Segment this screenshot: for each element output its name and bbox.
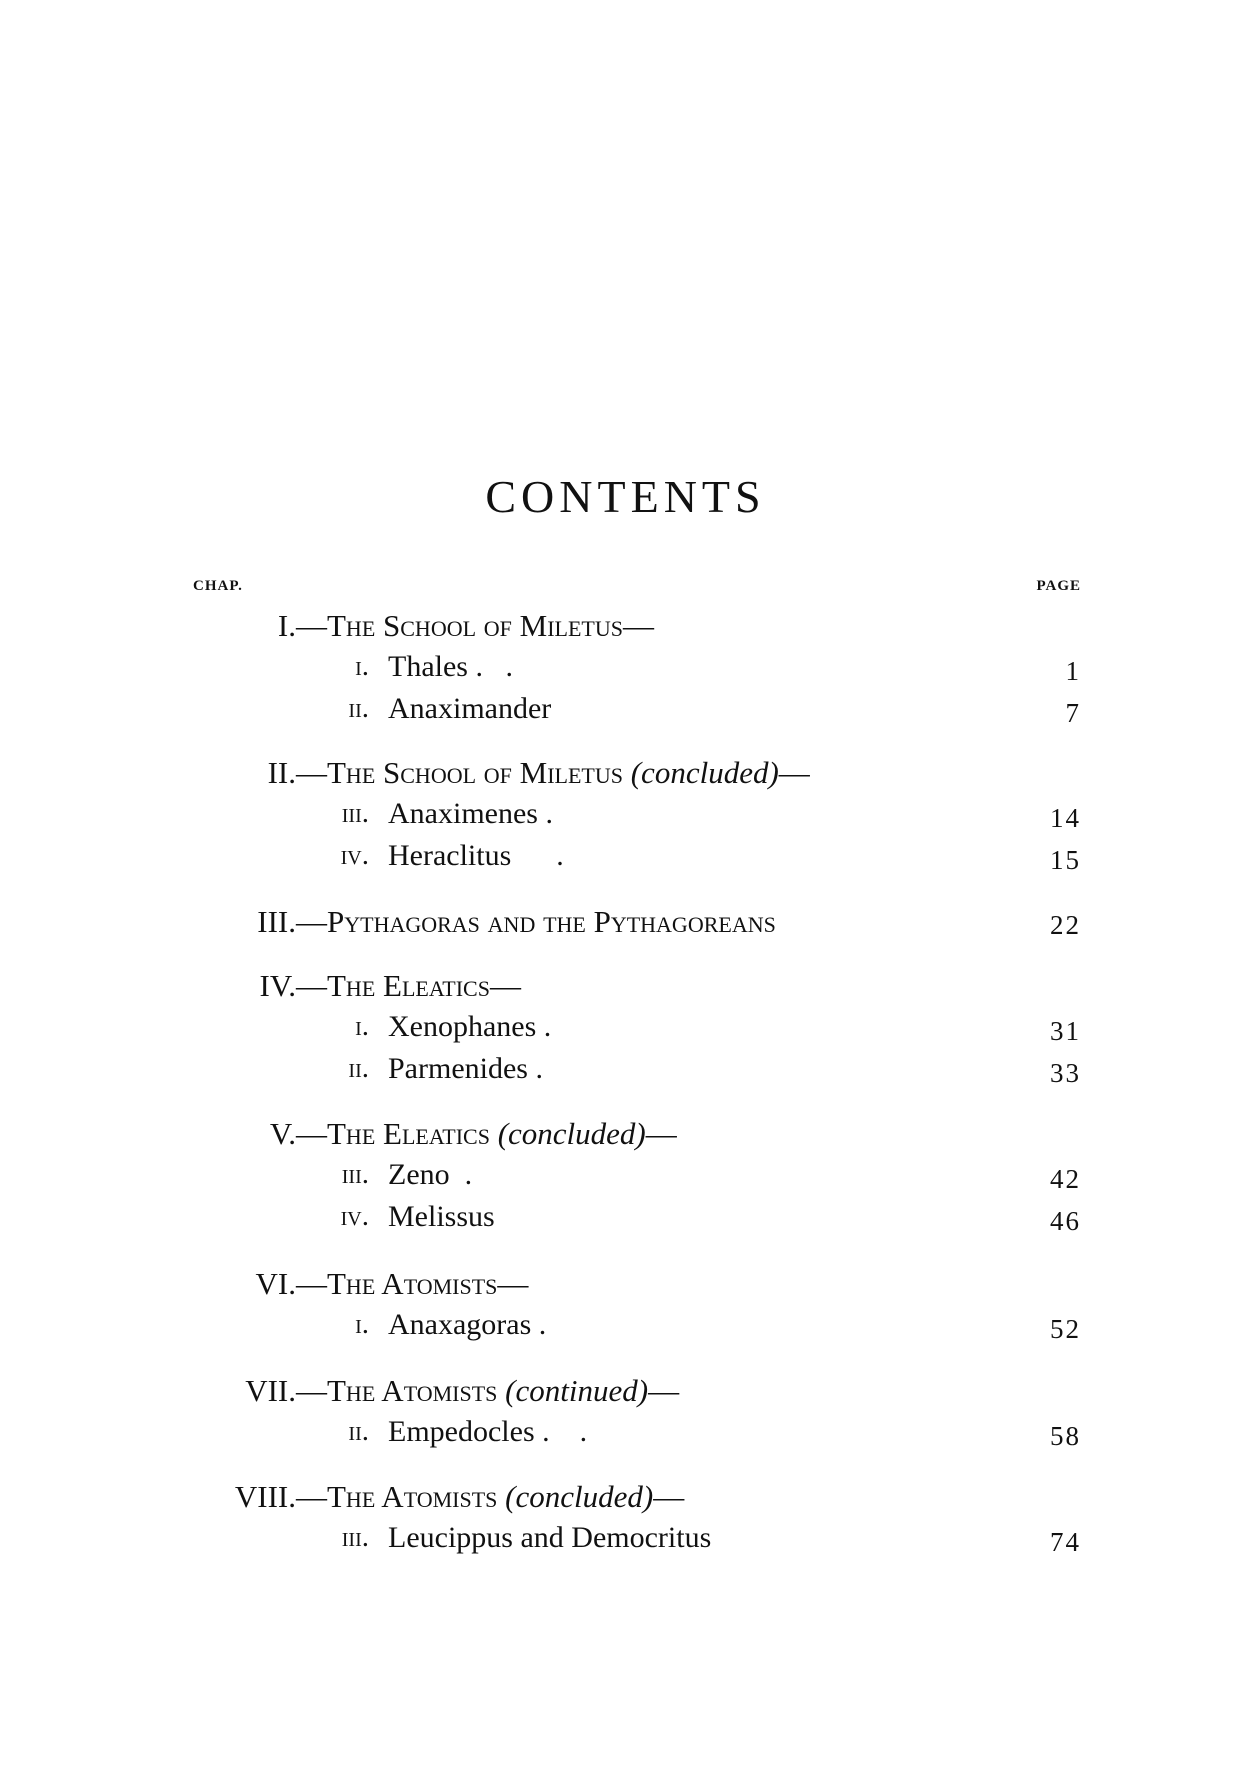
chapter-title-dash: —: [645, 1116, 677, 1151]
section-entry: [0, 692, 1259, 732]
section-title: Anaximander: [388, 692, 552, 725]
chapter-title: [296, 1373, 679, 1409]
page-number: 7: [1065, 698, 1081, 728]
chapter-title-qualifier: (concluded): [497, 1116, 646, 1151]
page-number: 33: [1050, 1058, 1081, 1088]
section-title: Empedocles . .: [388, 1415, 588, 1448]
chapter-entry: [0, 1116, 1259, 1156]
chapter-title: [296, 755, 810, 791]
section-title: Zeno .: [388, 1158, 473, 1191]
section-entry: [0, 1010, 1259, 1050]
section-entry: [0, 1200, 1259, 1240]
page-number: 15: [1050, 845, 1081, 875]
section-entry: [0, 839, 1259, 879]
chapter-title: [296, 904, 776, 940]
chapter-title: [296, 608, 654, 644]
section-numeral: i.: [355, 1010, 369, 1042]
page-number: 14: [1050, 803, 1081, 833]
chapter-numeral: VII.: [245, 1373, 296, 1408]
page-number: 1: [1065, 656, 1081, 686]
chapter-title: [296, 1266, 528, 1302]
chapter-title-text: —The School of Miletus: [296, 755, 631, 790]
chapter-numeral: VI.: [255, 1266, 296, 1301]
chapter-numeral: VIII.: [234, 1479, 296, 1514]
chapter-entry: [0, 968, 1259, 1008]
section-title: Xenophanes .: [388, 1010, 552, 1043]
page-title: [0, 470, 1259, 523]
section-entry: [0, 1052, 1259, 1092]
chapter-title-text: —Pythagoras and the Pythagoreans: [296, 904, 776, 939]
section-title: Melissus: [388, 1200, 495, 1233]
section-entry: [0, 650, 1259, 690]
page-number: 22: [1050, 910, 1081, 940]
section-title: Parmenides .: [388, 1052, 543, 1085]
section-numeral: iii.: [341, 797, 369, 829]
page-title-text: CONTENTS: [485, 471, 766, 522]
section-numeral: ii.: [348, 1052, 369, 1084]
page-number: 58: [1050, 1421, 1081, 1451]
section-numeral: ii.: [348, 1415, 369, 1447]
section-title: Anaximenes .: [388, 797, 553, 830]
chapter-entry: [0, 1266, 1259, 1306]
section-entry: [0, 1415, 1259, 1455]
page-number: 74: [1050, 1527, 1081, 1557]
section-title: Leucippus and Democritus: [388, 1521, 712, 1554]
section-entry: [0, 1521, 1259, 1561]
page-column-header: PAGE: [1036, 578, 1081, 594]
chapter-title-dash: —: [648, 1373, 680, 1408]
page-number: 52: [1050, 1314, 1081, 1344]
chapter-title: [296, 1479, 684, 1515]
section-title: Anaxagoras .: [388, 1308, 547, 1341]
section-entry: [0, 1308, 1259, 1348]
page-number: 42: [1050, 1164, 1081, 1194]
section-numeral: iii.: [341, 1521, 369, 1553]
section-numeral: ii.: [348, 692, 369, 724]
chapter-title: [296, 968, 521, 1004]
section-title: Heraclitus .: [388, 839, 564, 872]
section-numeral: iv.: [340, 839, 369, 871]
chapter-numeral: I.: [277, 608, 296, 643]
chapter-numeral: IV.: [259, 968, 296, 1003]
chapter-title-qualifier: (concluded): [505, 1479, 654, 1514]
chap-column-header: CHAP.: [193, 578, 243, 594]
page-number: 31: [1050, 1016, 1081, 1046]
chapter-title-text: —The School of Miletus—: [296, 608, 654, 643]
chapter-numeral: II.: [267, 755, 296, 790]
chapter-entry: [0, 755, 1259, 795]
chapter-title-text: —The Atomists: [296, 1479, 506, 1514]
section-entry: [0, 797, 1259, 837]
page-number: 46: [1050, 1206, 1081, 1236]
chapter-entry: [0, 1479, 1259, 1519]
chapter-title-qualifier: (concluded): [630, 755, 779, 790]
chapter-numeral: III.: [257, 904, 296, 939]
chapter-title-qualifier: (continued): [505, 1373, 649, 1408]
chapter-title-text: —The Atomists—: [296, 1266, 529, 1301]
chapter-title: [296, 1116, 677, 1152]
chapter-title-text: —The Eleatics: [296, 1116, 498, 1151]
chapter-title-dash: —: [653, 1479, 685, 1514]
chapter-title-text: —The Eleatics—: [296, 968, 521, 1003]
section-entry: [0, 1158, 1259, 1198]
chapter-title-text: —The Atomists: [296, 1373, 506, 1408]
section-numeral: i.: [355, 650, 369, 682]
section-title: Thales . .: [388, 650, 513, 683]
chapter-title-dash: —: [778, 755, 810, 790]
chapter-numeral: V.: [269, 1116, 296, 1151]
section-numeral: iii.: [341, 1158, 369, 1190]
chapter-entry: [0, 1373, 1259, 1413]
section-numeral: i.: [355, 1308, 369, 1340]
section-numeral: iv.: [340, 1200, 369, 1232]
chapter-entry: [0, 608, 1259, 648]
chapter-entry: [0, 904, 1259, 944]
